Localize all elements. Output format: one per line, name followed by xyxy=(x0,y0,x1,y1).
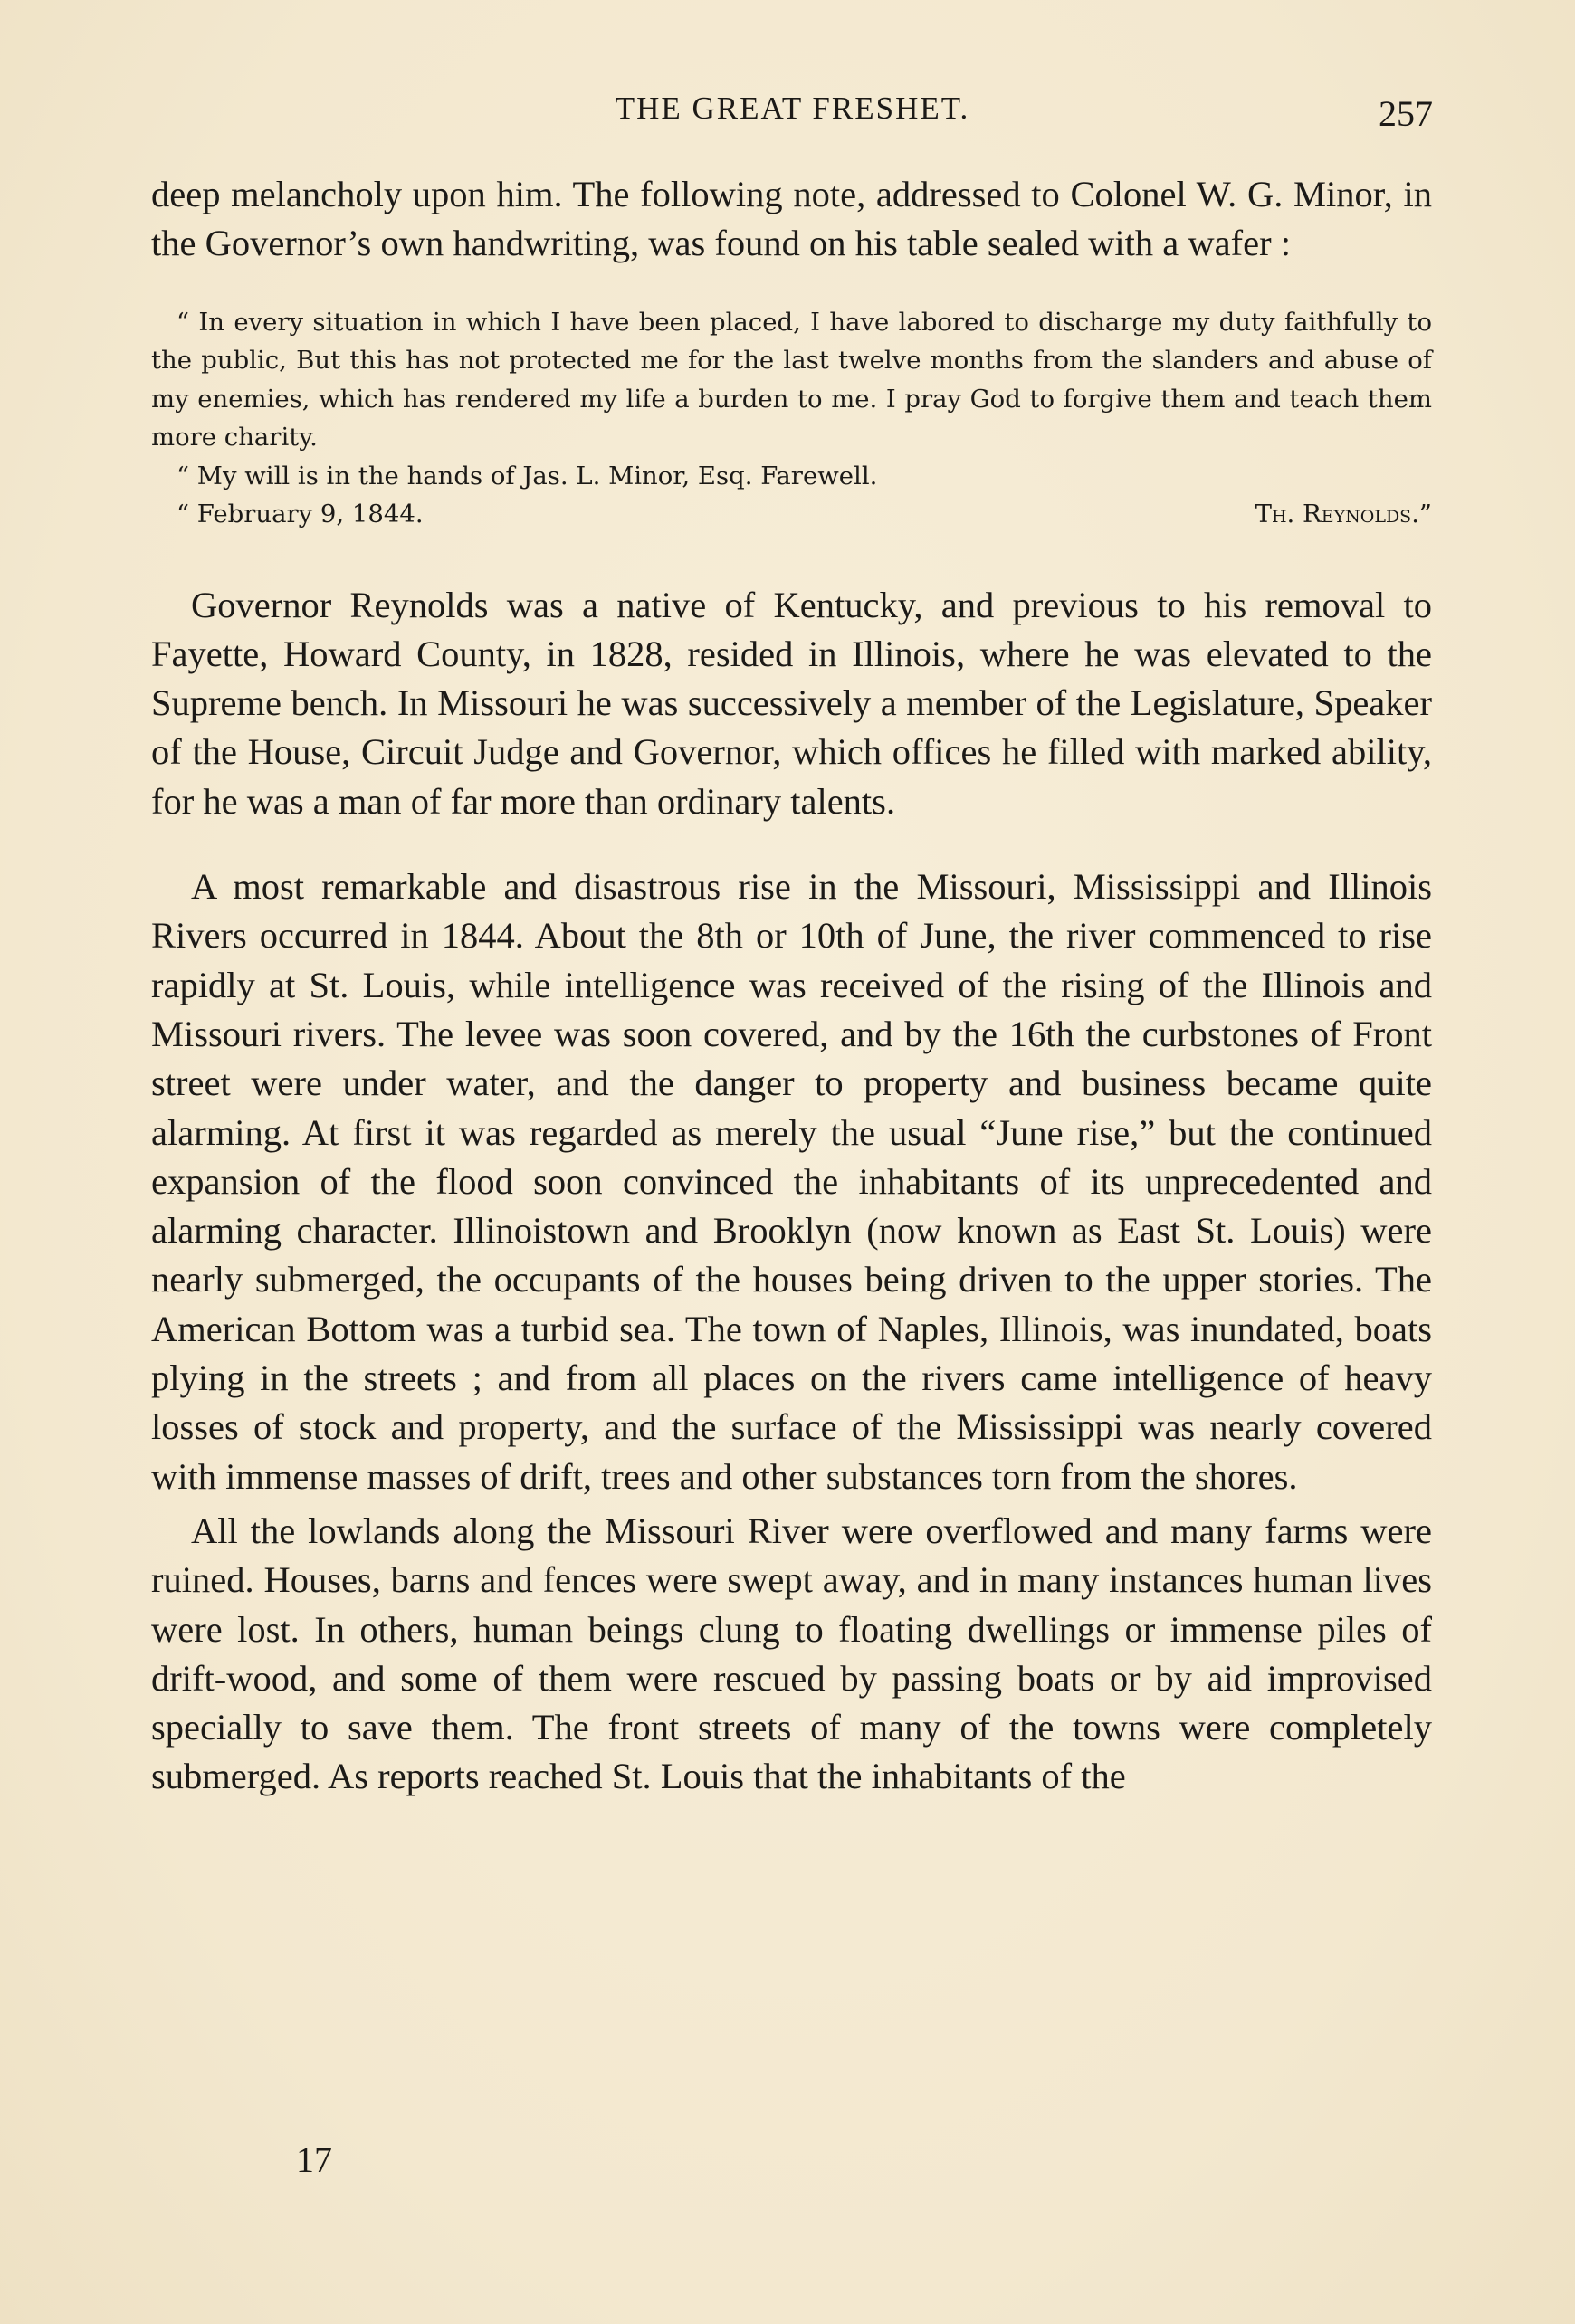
note-paragraph: “ My will is in the hands of Jas. L. Minor, Esq. Farewell. xyxy=(177,461,878,491)
paragraph: Governor Reynolds was a native of Kentucky, and previous to his removal to Fayette, Howard County, in 1828, resided in Illinois, where he was elevated to the Supreme bench. In Missouri he was successively a member of the Legislature, Speaker of the House, Circuit Judge and Governor, which offices he filled with marked ability, for he was a man of far more than ordinary talents. xyxy=(151,584,1432,822)
note-signature: Th. Reynolds.” xyxy=(1255,500,1432,529)
note-date: “ February 9, 1844. xyxy=(177,500,424,529)
paragraph: A most remarkable and disastrous rise in the Missouri, Mississippi and Illinois Rivers occurred in 1844. About the 8th or 10th of June, the river commenced to rise rapidly at St. Louis, while intelligence was received of the rising of the Illinois and Missouri rivers. The levee was soon covered, and by the 16th the curbstones of Front street were under water, and the danger to property and business became quite alarming. At first it was regarded as merely the usual “June rise,” but the continued expansion of the flood soon convinced the inhabitants of its unprecedented and alarming character. Illinoistown and Brooklyn (now known as East St. Louis) were nearly submerged, the occupants of the houses being driven to the upper stories. The American Bottom was a turbid sea. The town of Naples, Illinois, was inundated, boats plying in the streets ; and from all places on the rivers came intelligence of heavy losses of stock and property, and the surface of the Mississippi was nearly covered with immense masses of drift, trees and other substances torn from the shores. xyxy=(151,866,1432,1497)
quoted-note xyxy=(151,303,1432,534)
page-number: 257 xyxy=(1379,93,1433,134)
paragraph: All the lowlands along the Missouri River were overflowed and many farms were ruined. Houses, barns and fences were swept away, and in many instances human lives were lost. In others, human beings clung to floating dwellings or immense piles of drift-wood, and some of them were rescued by passing boats or by aid improvised specially to save them. The front streets of many of the towns were completely submerged. As reports reached St. Louis that the inhabitants of the xyxy=(151,1510,1432,1797)
running-title: THE GREAT FRESHET. xyxy=(615,90,970,126)
page-header xyxy=(152,90,1433,145)
opening-paragraph: deep melancholy upon him. The following note, addressed to Colonel W. G. Minor, in the Governor’s own handwriting, was found on his table sealed with a wafer : xyxy=(151,174,1432,264)
signature-mark: 17 xyxy=(296,2139,332,2180)
note-paragraph: “ In every situation in which I have been placed, I have labored to discharge my duty faithfully to the public, But this has not protected me for the last twelve months from the slanders and abuse of my enemies, which has rendered my life a burden to me. I pray God to forgive them and teach them more charity. xyxy=(151,307,1432,452)
note-signature-line xyxy=(151,495,1432,534)
body-text xyxy=(151,170,1432,1802)
